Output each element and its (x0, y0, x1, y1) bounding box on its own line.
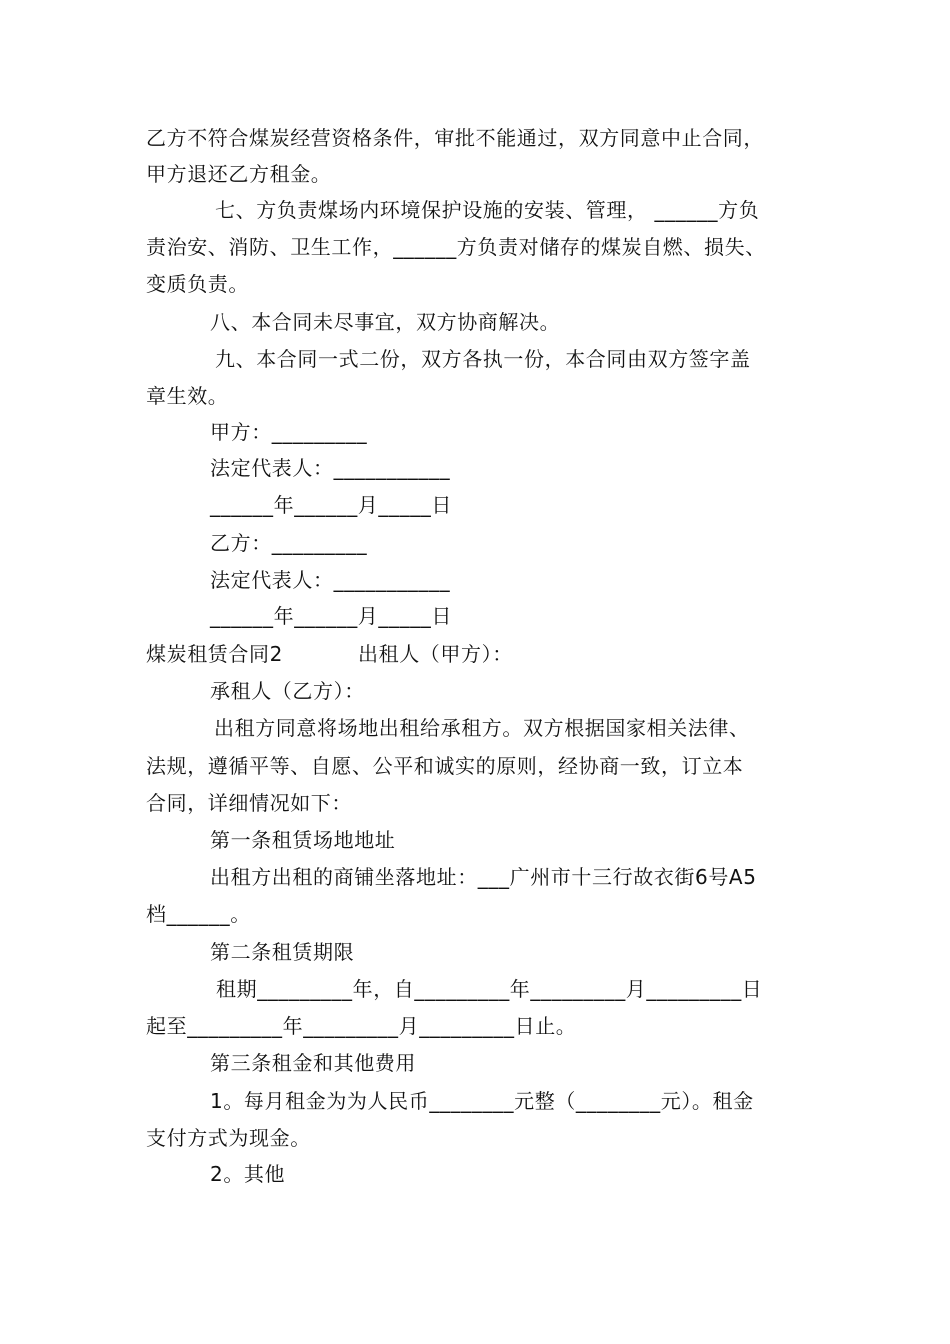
text-line: 出租方出租的商铺坐落地址：___广州市十三行故衣街6号A5 (210, 865, 757, 889)
text-line: 八、本合同未尽事宜，双方协商解决。 (210, 310, 561, 334)
text-line: 甲方退还乙方租金。 (146, 162, 332, 186)
text-line: 责治安、消防、卫生工作，______方负责对储存的煤炭自燃、损失、 (146, 235, 766, 259)
signature-line: 乙方：_________ (210, 531, 368, 555)
text-line: 起至_________年_________月_________日止。 (146, 1014, 577, 1038)
text-line: 九、本合同一式二份，双方各执一份，本合同由双方签字盖 (215, 347, 751, 371)
signature-line: 法定代表人：___________ (210, 456, 451, 480)
text-line: 章生效。 (146, 384, 229, 408)
text-line: 变质负责。 (146, 272, 249, 296)
signature-line: 甲方：_________ (210, 420, 368, 444)
text-line: 法规，遵循平等、自愿、公平和诚实的原则，经协商一致，订立本 (146, 754, 744, 778)
text-line: 1。每月租金为为人民币________元整（________元）。租金 (210, 1089, 754, 1113)
text-line: 出租方同意将场地出租给承租方。双方根据国家相关法律、 (214, 716, 750, 740)
section-title: 煤炭租赁合同2 (146, 642, 283, 666)
text-line: 支付方式为现金。 (146, 1126, 311, 1150)
text-line: 乙方不符合煤炭经营资格条件，审批不能通过，双方同意中止合同， (146, 126, 764, 150)
text-line: 合同，详细情况如下： (146, 791, 352, 815)
clause-heading: 第三条租金和其他费用 (210, 1051, 416, 1075)
signature-line: 法定代表人：___________ (210, 568, 451, 592)
date-line: ______年______月_____日 (210, 604, 452, 628)
text-line: 租期_________年，自_________年_________月_________日 (216, 977, 763, 1001)
date-line: ______年______月_____日 (210, 493, 452, 517)
text-line: 档______。 (146, 902, 251, 926)
clause-heading: 第二条租赁期限 (210, 940, 355, 964)
text-line: 2。其他 (210, 1162, 286, 1186)
text-line: 七、方负责煤场内环境保护设施的安装、管理， ______方负 (215, 198, 760, 222)
text-line: 承租人（乙方）： (210, 679, 365, 703)
clause-heading: 第一条租赁场地地址 (210, 828, 396, 852)
text-line: 出租人（甲方）： (358, 642, 513, 666)
